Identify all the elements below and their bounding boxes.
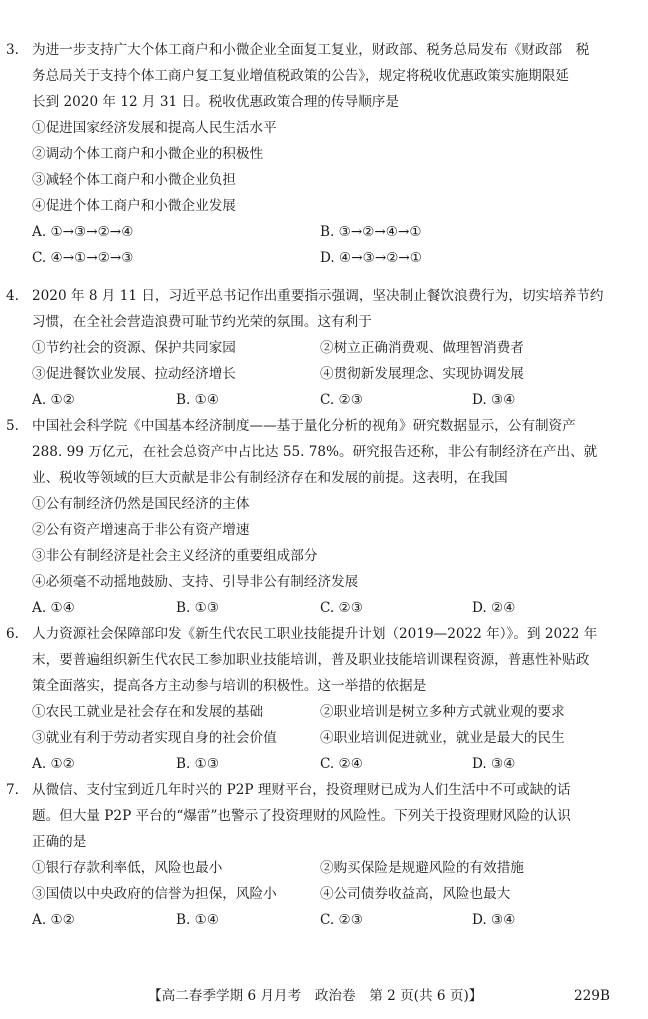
question-number: 7.: [6, 782, 19, 798]
option-d: D. ④→③→②→①: [320, 250, 422, 266]
statement-text: ②公有资产增速高于非公有资产增速: [32, 522, 250, 538]
question-number: 4.: [6, 288, 19, 304]
stem-line: [6, 676, 638, 702]
option-b: B. ③→②→④→①: [320, 224, 422, 240]
question-number: 3.: [6, 42, 19, 58]
option-row: [6, 598, 638, 624]
statement-1: ①农民工就业是社会存在和发展的基础: [32, 704, 264, 720]
statement-item: [6, 520, 638, 546]
page-footer: [0, 986, 648, 1010]
statement-2: ②树立正确消费观、做理智消费者: [320, 340, 524, 356]
statement-text: ①促进国家经济发展和提高人民生活水平: [32, 120, 277, 136]
footer-paper-code: 229B: [574, 988, 610, 1004]
statement-1: ①节约社会的资源、保护共同家园: [32, 340, 236, 356]
option-a: A. ①②: [32, 912, 75, 928]
statement-item: [6, 196, 638, 222]
statement-2: ②购买保险是规避风险的有效措施: [320, 860, 524, 876]
stem-text: 策全面落实，提高各方主动参与培训的积极性。这一举措的依据是: [32, 678, 427, 694]
statement-pair: [6, 858, 638, 884]
option-c: C. ②③: [320, 600, 363, 616]
stem-text: 末，要普遍组织新生代农民工参加职业技能培训，普及职业技能培训课程资源，普惠性补贴政: [32, 652, 590, 668]
option-d: D. ②④: [472, 600, 516, 616]
option-b: B. ①④: [176, 912, 220, 928]
stem-line: [6, 468, 638, 494]
option-b: B. ①④: [176, 392, 220, 408]
statement-pair: [6, 728, 638, 754]
stem-text: 习惯，在全社会营造浪费可耻节约光荣的氛围。这有利于: [32, 314, 372, 330]
stem-line: [6, 442, 638, 468]
question-4: [6, 286, 638, 416]
option-row: [6, 754, 638, 780]
option-c: C. ②④: [320, 756, 363, 772]
option-row: [6, 222, 638, 248]
statement-3: ③就业有利于劳动者实现自身的社会价值: [32, 730, 277, 746]
statement-pair: [6, 338, 638, 364]
stem-line: [6, 92, 638, 118]
option-c: C. ②③: [320, 912, 363, 928]
option-a: A. ①→③→②→④: [32, 224, 134, 240]
stem-text: 2020 年 8 月 11 日，习近平总书记作出重要指示强调，坚决制止餐饮浪费行为，切实培养节约: [32, 288, 604, 304]
option-row: [6, 390, 638, 416]
statement-text: ④促进个体工商户和小微企业发展: [32, 198, 236, 214]
option-row: [6, 910, 638, 936]
stem-line: [6, 40, 638, 66]
stem-line: [6, 312, 638, 338]
statement-pair: [6, 702, 638, 728]
option-row: [6, 248, 638, 274]
stem-text: 从微信、支付宝到近几年时兴的 P2P 理财平台，投资理财已成为人们生活中不可或缺的话: [32, 782, 571, 798]
stem-text: 为进一步支持广大个体工商户和小微企业全面复工复业，财政部、税务总局发布《财政部 税: [32, 42, 590, 58]
stem-line: [6, 416, 638, 442]
statement-text: ②调动个体工商户和小微企业的积极性: [32, 146, 264, 162]
stem-line: [6, 66, 638, 92]
statement-1: ①银行存款利率低，风险也最小: [32, 860, 223, 876]
option-b: B. ①③: [176, 600, 220, 616]
option-a: A. ①②: [32, 756, 75, 772]
option-b: B. ①③: [176, 756, 220, 772]
stem-text: 人力资源社会保障部印发《新生代农民工职业技能提升计划（2019—2022 年）》。到 2022 年: [32, 626, 598, 642]
statement-3: ③国债以中央政府的信誉为担保，风险小: [32, 886, 277, 902]
stem-line: [6, 650, 638, 676]
stem-line: [6, 832, 638, 858]
question-6: [6, 624, 638, 780]
statement-4: ④公司债券收益高，风险也最大: [320, 886, 511, 902]
question-number: 5.: [6, 418, 19, 434]
question-5: [6, 416, 638, 624]
stem-text: 务总局关于支持个体工商户复工复业增值税政策的公告》，规定将税收优惠政策实施期限延: [32, 68, 569, 84]
statement-item: [6, 144, 638, 170]
question-7: [6, 780, 638, 936]
statement-2: ②职业培训是树立多种方式就业观的要求: [320, 704, 565, 720]
option-d: D. ③④: [472, 756, 516, 772]
option-d: D. ③④: [472, 392, 516, 408]
statement-text: ③减轻个体工商户和小微企业负担: [32, 172, 236, 188]
statement-item: [6, 118, 638, 144]
statement-text: ③非公有制经济是社会主义经济的重要组成部分: [32, 548, 318, 564]
option-d: D. ③④: [472, 912, 516, 928]
option-c: C. ④→①→②→③: [32, 250, 134, 266]
statement-pair: [6, 364, 638, 390]
stem-line: [6, 780, 638, 806]
question-stem: [6, 40, 638, 118]
stem-text: 中国社会科学院《中国基本经济制度——基于量化分析的视角》研究数据显示，公有制资产: [32, 418, 576, 434]
statement-3: ③促进餐饮业发展、拉动经济增长: [32, 366, 236, 382]
question-3: [6, 40, 638, 274]
stem-line: [6, 806, 638, 832]
question-number: 6.: [6, 626, 19, 642]
option-a: A. ①④: [32, 600, 75, 616]
stem-text: 正确的是: [32, 834, 87, 850]
statement-item: [6, 572, 638, 598]
footer-exam-info: 【高二春季学期 6 月月考 政治卷 第 2 页(共 6 页)】: [148, 988, 483, 1004]
stem-text: 题。但大量 P2P 平台的“爆雷”也警示了投资理财的风险性。下列关于投资理财风险的认识: [32, 808, 571, 824]
stem-line: [6, 286, 638, 312]
option-c: C. ②③: [320, 392, 363, 408]
statement-4: ④职业培训促进就业，就业是最大的民生: [320, 730, 565, 746]
statement-item: [6, 546, 638, 572]
statement-text: ④必须毫不动摇地鼓励、支持、引导非公有制经济发展: [32, 574, 359, 590]
statement-text: ①公有制经济仍然是国民经济的主体: [32, 496, 250, 512]
option-a: A. ①②: [32, 392, 75, 408]
stem-line: [6, 624, 638, 650]
statement-4: ④贯彻新发展理念、实现协调发展: [320, 366, 524, 382]
statement-pair: [6, 884, 638, 910]
stem-text: 288. 99 万亿元，在社会总资产中占比达 55. 78%。研究报告还称，非公有制经济在产出、就: [32, 444, 598, 460]
statement-item: [6, 170, 638, 196]
statement-item: [6, 494, 638, 520]
stem-text: 长到 2020 年 12 月 31 日。税收优惠政策合理的传导顺序是: [32, 94, 399, 110]
stem-text: 业、税收等领域的巨大贡献是非公有制经济存在和发展的前提。这表明，在我国: [32, 470, 508, 486]
